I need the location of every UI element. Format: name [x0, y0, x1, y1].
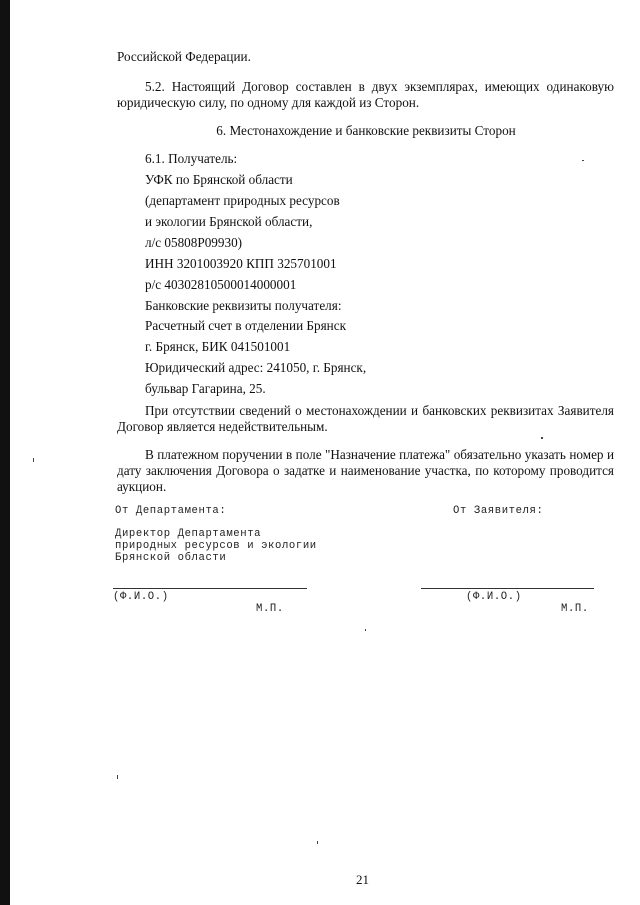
signature-right-line — [421, 588, 594, 589]
scan-speck — [541, 437, 543, 439]
top-fragment: Российской Федерации. — [117, 49, 251, 64]
scan-speck — [365, 629, 366, 631]
signature-left-line — [113, 588, 307, 589]
scan-speck — [33, 458, 34, 462]
recipient-line: ИНН 3201003920 КПП 325701001 — [145, 256, 337, 271]
signature-right-stamp: М.П. — [561, 603, 589, 615]
signature-left-title: природных ресурсов и экологии — [115, 540, 317, 552]
recipient-line: р/с 40302810500014000001 — [145, 277, 297, 292]
recipient-line: Юридический адрес: 241050, г. Брянск, — [145, 360, 367, 375]
scan-speck — [582, 160, 584, 161]
signature-left-title: Директор Департамента — [115, 528, 262, 540]
recipient-line: л/с 05808Р09930) — [145, 235, 243, 250]
signature-right-fio: (Ф.И.О.) — [466, 591, 522, 603]
recipient-line: и экологии Брянской области, — [145, 214, 313, 229]
recipient-line: (департамент природных ресурсов — [145, 193, 340, 208]
recipient-line: Банковские реквизиты получателя: — [145, 298, 342, 313]
recipient-line: 6.1. Получатель: — [145, 151, 238, 166]
signature-left-title: Брянской области — [115, 552, 227, 564]
recipient-line: Расчетный счет в отделении Брянск — [145, 318, 346, 333]
signature-left-fio: (Ф.И.О.) — [113, 591, 169, 603]
recipient-line: бульвар Гагарина, 25. — [145, 381, 266, 396]
paragraph-payment-purpose: В платежном поручении в поле "Назначение платежа" обязательно указать номер и дату заключения Договора о задатке и наименование участка, по которому проводится аукцион. — [117, 447, 614, 494]
section-6-title: 6. Местонахождение и банковские реквизиты Сторон — [216, 123, 516, 138]
recipient-line: г. Брянск, БИК 041501001 — [145, 339, 291, 354]
recipient-line: УФК по Брянской области — [145, 172, 293, 187]
section-5-2: 5.2. Настоящий Договор составлен в двух экземплярах, имеющих одинаковую юридическую силу, по одному для каждой из Сторон. — [117, 79, 614, 110]
signature-right-from: От Заявителя: — [453, 505, 544, 517]
signature-left-stamp: М.П. — [256, 603, 284, 615]
page-number: 21 — [356, 872, 369, 887]
scan-speck — [117, 775, 118, 779]
scan-speck — [317, 841, 318, 844]
signature-left-from: От Департамента: — [115, 505, 227, 517]
paragraph-absent-details: При отсутствии сведений о местонахождении и банковских реквизитах Заявителя Договор является недействительным. — [117, 403, 614, 434]
